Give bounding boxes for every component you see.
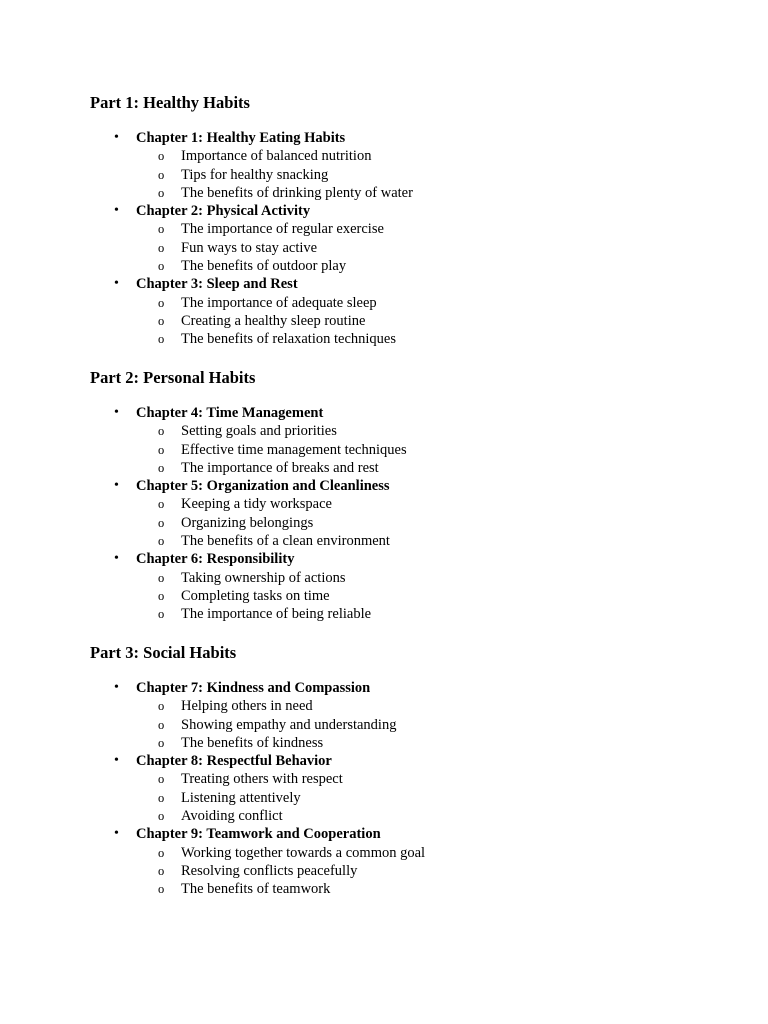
chapter-list bbox=[90, 679, 730, 899]
topic-item bbox=[90, 330, 730, 348]
chapter-heading: Chapter 6: Responsibility bbox=[136, 551, 295, 568]
topic-item bbox=[90, 147, 730, 165]
bullet-marker: • bbox=[114, 551, 119, 567]
chapter-heading: Chapter 9: Teamwork and Cooperation bbox=[136, 826, 381, 843]
topic-item bbox=[90, 569, 730, 587]
topic-text: Helping others in need bbox=[181, 698, 313, 715]
topic-item bbox=[90, 514, 730, 532]
chapter-item bbox=[90, 825, 730, 898]
topic-text: Listening attentively bbox=[181, 789, 301, 806]
sub-bullet-marker: o bbox=[158, 845, 165, 860]
topic-item bbox=[90, 422, 730, 440]
sub-bullet-marker: o bbox=[158, 332, 165, 347]
chapter-item bbox=[90, 202, 730, 275]
topic-text: The benefits of teamwork bbox=[181, 881, 331, 898]
sub-bullet-marker: o bbox=[158, 167, 165, 182]
chapter-heading: Chapter 2: Physical Activity bbox=[136, 203, 311, 220]
topic-item bbox=[90, 716, 730, 734]
topic-text: Working together towards a common goal bbox=[181, 844, 426, 861]
topic-text: The importance of adequate sleep bbox=[181, 294, 377, 311]
sub-bullet-marker: o bbox=[158, 882, 165, 897]
topic-text: Creating a healthy sleep routine bbox=[181, 312, 366, 329]
topic-text: Fun ways to stay active bbox=[181, 239, 318, 256]
sub-bullet-marker: o bbox=[158, 424, 165, 439]
chapter-item bbox=[90, 477, 730, 550]
topic-text: Completing tasks on time bbox=[181, 587, 330, 604]
topic-item bbox=[90, 166, 730, 184]
sub-bullet-marker: o bbox=[158, 699, 165, 714]
topic-text: Keeping a tidy workspace bbox=[181, 496, 332, 513]
chapter-item bbox=[90, 275, 730, 348]
topic-item bbox=[90, 239, 730, 257]
topic-item bbox=[90, 807, 730, 825]
sub-bullet-marker: o bbox=[158, 863, 165, 878]
topic-text: The benefits of kindness bbox=[181, 734, 324, 751]
sub-bullet-marker: o bbox=[158, 222, 165, 237]
sub-bullet-marker: o bbox=[158, 460, 165, 475]
topic-text: Setting goals and priorities bbox=[181, 423, 337, 440]
chapter-heading: Chapter 7: Kindness and Compassion bbox=[136, 680, 371, 696]
topic-text: The benefits of drinking plenty of water bbox=[181, 184, 413, 201]
chapter-item bbox=[90, 752, 730, 825]
topic-item bbox=[90, 184, 730, 202]
sub-bullet-marker: o bbox=[158, 717, 165, 732]
chapter-item bbox=[90, 550, 730, 623]
topic-text: Showing empathy and understanding bbox=[181, 716, 397, 733]
sub-bullet-marker: o bbox=[158, 259, 165, 274]
sub-bullet-marker: o bbox=[158, 515, 165, 530]
chapter-heading: Chapter 1: Healthy Eating Habits bbox=[136, 130, 346, 146]
sub-bullet-marker: o bbox=[158, 772, 165, 787]
topic-text: Taking ownership of actions bbox=[181, 569, 346, 586]
topic-item bbox=[90, 257, 730, 275]
topic-item bbox=[90, 862, 730, 880]
sub-bullet-marker: o bbox=[158, 607, 165, 622]
sub-bullet-marker: o bbox=[158, 534, 165, 549]
sub-bullet-marker: o bbox=[158, 442, 165, 457]
chapter-item bbox=[90, 129, 730, 202]
topic-item bbox=[90, 495, 730, 513]
topic-text: The importance of regular exercise bbox=[181, 221, 384, 238]
topic-item bbox=[90, 844, 730, 862]
bullet-marker: • bbox=[114, 753, 119, 769]
topic-item bbox=[90, 605, 730, 623]
topic-item bbox=[90, 294, 730, 312]
topic-text: The benefits of outdoor play bbox=[181, 258, 347, 275]
topic-item bbox=[90, 532, 730, 550]
topic-item bbox=[90, 441, 730, 459]
topic-text: Tips for healthy snacking bbox=[181, 166, 329, 183]
chapter-item bbox=[90, 404, 730, 477]
topic-text: The importance of being reliable bbox=[181, 606, 372, 623]
topic-item bbox=[90, 734, 730, 752]
topic-item bbox=[90, 459, 730, 477]
topic-text: The importance of breaks and rest bbox=[181, 459, 379, 476]
sub-bullet-marker: o bbox=[158, 588, 165, 603]
sub-bullet-marker: o bbox=[158, 185, 165, 200]
topic-item bbox=[90, 880, 730, 898]
part-section bbox=[90, 368, 730, 624]
sub-bullet-marker: o bbox=[158, 735, 165, 750]
chapter-list bbox=[90, 129, 730, 349]
topic-item bbox=[90, 220, 730, 238]
sub-bullet-marker: o bbox=[158, 497, 165, 512]
chapter-heading: Chapter 5: Organization and Cleanliness bbox=[136, 478, 390, 495]
sub-bullet-marker: o bbox=[158, 809, 165, 824]
sub-bullet-marker: o bbox=[158, 149, 165, 164]
part-heading: Part 1: Healthy Habits bbox=[90, 93, 250, 112]
topic-item bbox=[90, 312, 730, 330]
part-section bbox=[90, 643, 730, 899]
part-heading: Part 3: Social Habits bbox=[90, 643, 237, 662]
topic-text: The benefits of relaxation techniques bbox=[181, 331, 397, 348]
sub-bullet-marker: o bbox=[158, 295, 165, 310]
sub-bullet-marker: o bbox=[158, 313, 165, 328]
topic-text: The benefits of a clean environment bbox=[181, 533, 390, 550]
topic-item bbox=[90, 697, 730, 715]
bullet-marker: • bbox=[114, 826, 119, 842]
topic-text: Organizing belongings bbox=[181, 514, 314, 531]
part-heading: Part 2: Personal Habits bbox=[90, 368, 256, 387]
topic-item bbox=[90, 587, 730, 605]
part-section bbox=[90, 93, 730, 349]
chapter-item bbox=[90, 679, 730, 752]
chapter-heading: Chapter 4: Time Management bbox=[136, 405, 324, 421]
bullet-marker: • bbox=[114, 405, 119, 420]
bullet-marker: • bbox=[114, 203, 119, 219]
topic-text: Treating others with respect bbox=[181, 771, 343, 788]
chapter-heading: Chapter 3: Sleep and Rest bbox=[136, 276, 298, 293]
bullet-marker: • bbox=[114, 680, 119, 695]
topic-text: Avoiding conflict bbox=[181, 808, 283, 825]
chapter-list bbox=[90, 404, 730, 624]
bullet-marker: • bbox=[114, 276, 119, 292]
chapter-heading: Chapter 8: Respectful Behavior bbox=[136, 753, 332, 770]
topic-text: Importance of balanced nutrition bbox=[181, 148, 372, 165]
bullet-marker: • bbox=[114, 130, 119, 145]
sub-bullet-marker: o bbox=[158, 570, 165, 585]
topic-text: Resolving conflicts peacefully bbox=[181, 862, 358, 879]
topic-item bbox=[90, 770, 730, 788]
topic-item bbox=[90, 789, 730, 807]
topic-text: Effective time management techniques bbox=[181, 441, 407, 458]
sub-bullet-marker: o bbox=[158, 240, 165, 255]
bullet-marker: • bbox=[114, 478, 119, 494]
sub-bullet-marker: o bbox=[158, 790, 165, 805]
